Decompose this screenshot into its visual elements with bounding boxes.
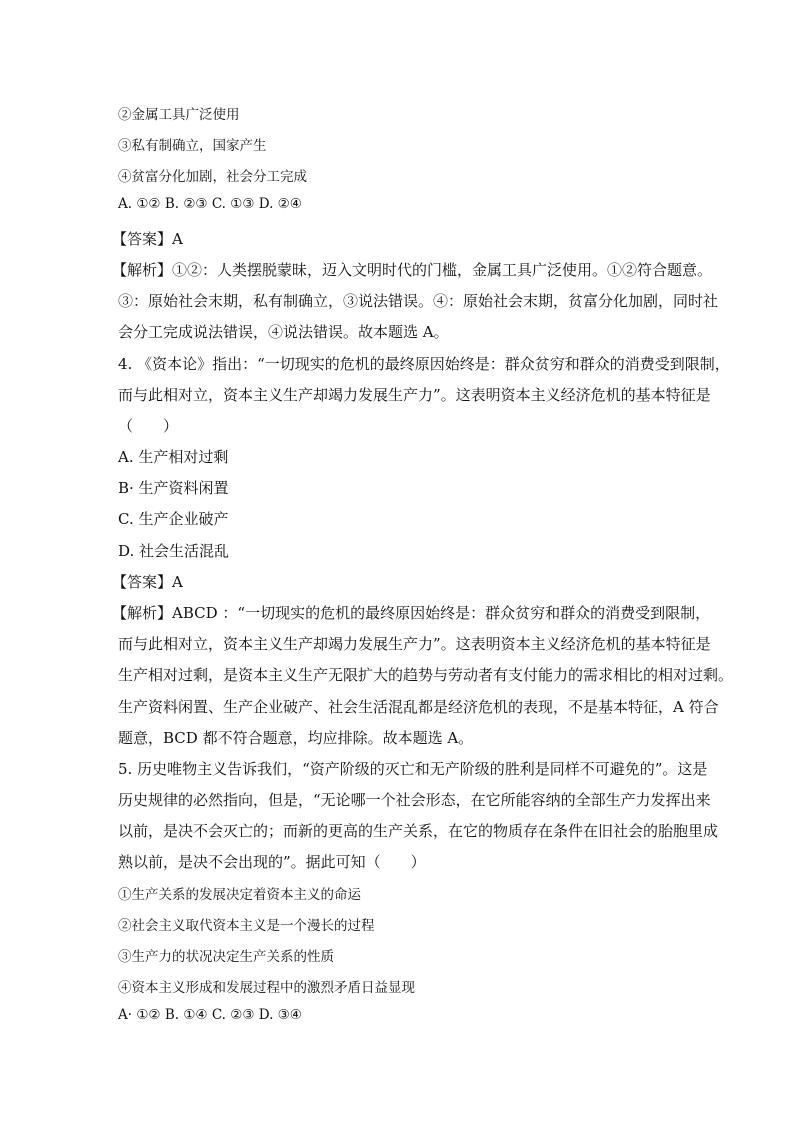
analysis-line: ③：原始社会末期，私有制确立，③说法错误。④：原始社会末期，贫富分化加剧，同时社 [118, 292, 719, 310]
analysis-line: 题意，BCD 都不符合题意，均应排除。故本题选 A。 [118, 729, 474, 747]
answer-label: 【答案】A [112, 230, 183, 248]
option-d: D. 社会生活混乱 [118, 542, 230, 560]
option-b: B· 生产资料闲置 [118, 479, 229, 497]
option-3: ③生产力的状况决定生产关系的性质 [118, 949, 334, 965]
question-blank: （ ） [118, 417, 179, 435]
analysis-line: 生产资料闲置、生产企业破产、社会生活混乱都是经济危机的表现，不是基本特征，A 符合 [118, 698, 719, 716]
question-4: 4. 《资本论》指出：“一切现实的危机的最终原因始终是：群众贫穷和群众的消费受到限制， [118, 355, 730, 373]
question-line: 熟以前，是决不会出现的”。据此可知（ ） [118, 853, 426, 871]
option-3: ③私有制确立，国家产生 [118, 138, 267, 154]
analysis-line: 会分工完成说法错误，④说法错误。故本题选 A。 [118, 323, 449, 341]
question-line: 历史规律的必然指向，但是，“无论哪一个社会形态，在它所能容纳的全部生产力发挥出来 [118, 791, 711, 809]
answer-choices: A. ①② B. ②③ C. ①③ D. ②④ [118, 196, 302, 212]
question-line: 而与此相对立，资本主义生产却竭力发展生产力”。这表明资本主义经济危机的基本特征是 [118, 386, 711, 404]
answer-choices: A· ①② B. ①④ C. ②③ D. ③④ [118, 1007, 302, 1023]
analysis-line: 生产相对过剩，是资本主义生产无限扩大的趋势与劳动者有支付能力的需求相比的相对过剩。 [118, 666, 734, 684]
option-4: ④资本主义形成和发展过程中的激烈矛盾日益显现 [118, 980, 415, 996]
question-5: 5. 历史唯物主义告诉我们，“资产阶级的灭亡和无产阶级的胜利是同样不可避免的”。这是 [118, 760, 708, 778]
option-1: ①生产关系的发展决定着资本主义的命运 [118, 887, 361, 903]
answer-label: 【答案】A [112, 573, 183, 591]
option-a: A. 生产相对过剩 [118, 448, 229, 466]
option-2: ②金属工具广泛使用 [118, 107, 240, 123]
option-c: C. 生产企业破产 [118, 510, 229, 528]
option-4: ④贫富分化加剧，社会分工完成 [118, 169, 307, 185]
option-2: ②社会主义取代资本主义是一个漫长的过程 [118, 918, 375, 934]
question-line: 以前，是决不会灭亡的；而新的更高的生产关系，在它的物质存在条件在旧社会的胎胞里成 [118, 822, 719, 840]
analysis-line: 【解析】ABCD ：“一切现实的危机的最终原因始终是：群众贫穷和群众的消费受到限制， [112, 604, 711, 622]
analysis-line: 而与此相对立，资本主义生产却竭力发展生产力”。这表明资本主义经济危机的基本特征是 [118, 635, 711, 653]
analysis-line: 【解析】①②：人类摆脱蒙昧，迈入文明时代的门槛，金属工具广泛使用。①②符合题意。 [112, 261, 713, 279]
